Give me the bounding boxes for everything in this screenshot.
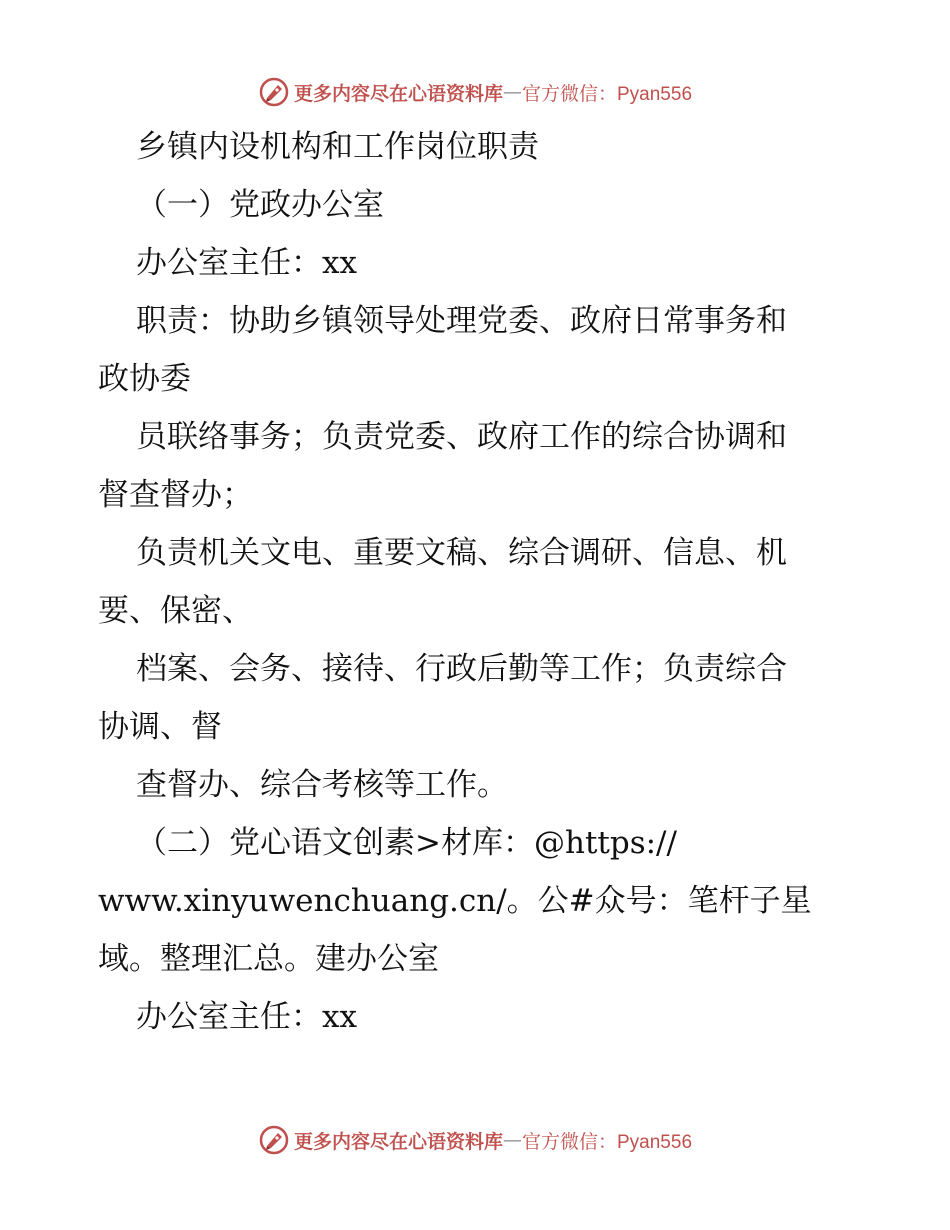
- pen-nib-logo-icon: [258, 76, 290, 108]
- paragraph-line: www.xinyuwenchuang.cn/。公#众号：笔杆子星: [98, 883, 812, 919]
- document-body: [98, 118, 858, 1046]
- paragraph-line: 要、保密、: [98, 593, 253, 629]
- header-banner: [0, 72, 950, 112]
- paragraph-line: 督查督办；: [98, 477, 253, 513]
- paragraph-line: 域。整理汇总。建办公室: [98, 941, 439, 977]
- paragraph-line: 办公室主任：xx: [136, 245, 357, 281]
- paragraph-line: 办公室主任：xx: [136, 999, 357, 1035]
- banner-separator: —: [503, 1129, 522, 1151]
- banner-main-text: 更多内容尽在心语资料库: [293, 82, 503, 105]
- paragraph-line: 查督办、综合考核等工作。: [136, 767, 508, 803]
- paragraph-line: 政协委: [98, 361, 191, 397]
- banner-main-text: 更多内容尽在心语资料库: [293, 1130, 503, 1153]
- section-heading: （二）党心语文创素>材库：@https://: [136, 825, 677, 861]
- paragraph-line: 档案、会务、接待、行政后勤等工作；负责综合: [136, 651, 787, 687]
- footer-banner: [0, 1120, 950, 1160]
- document-title: 乡镇内设机构和工作岗位职责: [136, 129, 539, 165]
- banner-wechat-text: 官方微信：Pyan556: [522, 83, 693, 105]
- paragraph-line: 职责：协助乡镇领导处理党委、政府日常事务和: [136, 303, 787, 339]
- paragraph-line: 负责机关文电、重要文稿、综合调研、信息、机: [136, 535, 787, 571]
- paragraph-line: 员联络事务；负责党委、政府工作的综合协调和: [136, 419, 787, 455]
- paragraph-line: 协调、督: [98, 709, 222, 745]
- pen-nib-logo-icon: [258, 1124, 290, 1156]
- banner-wechat-text: 官方微信：Pyan556: [522, 1131, 693, 1153]
- section-heading: （一）党政办公室: [136, 187, 384, 223]
- banner-separator: —: [503, 81, 522, 103]
